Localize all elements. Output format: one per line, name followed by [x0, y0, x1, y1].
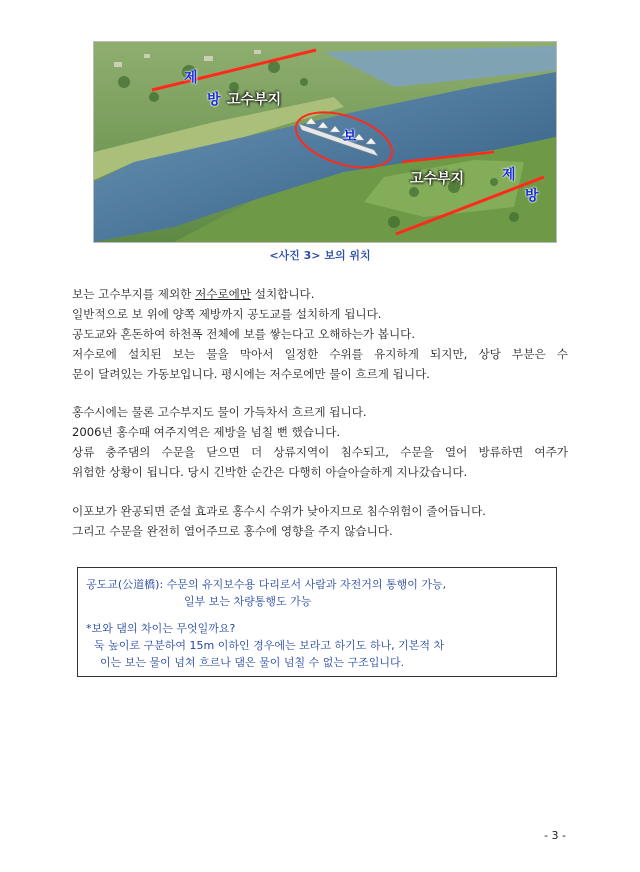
paragraph-ipo-weir [72, 501, 568, 541]
text-line: 상류 충주댐의 수문을 닫으면 더 상류지역이 침수되고, 수문을 열어 방류하면 여주가 [72, 445, 568, 459]
label-floodplain-left: 고수부지 [227, 92, 282, 108]
note-answer-continued: 이는 보는 물이 넘쳐 흐르나 댐은 물이 넘칠 수 없는 구조입니다. [100, 656, 405, 669]
text-line: 이포보가 완공되면 준설 효과로 홍수시 수위가 낮아지므로 침수위험이 줄어듭니다. [72, 504, 486, 518]
text-line: 그리고 수문을 완전히 열어주므로 홍수에 영향을 주지 않습니다. [72, 524, 393, 538]
aerial-river-illustration [94, 42, 556, 242]
label-levee-left-1: 제 [184, 70, 198, 86]
text-line: 문이 달려있는 가동보입니다. 평시에는 저수로에만 물이 흐르게 됩니다. [72, 367, 430, 381]
text-line: 저수로에 설치된 보는 물을 막아서 일정한 수위를 유지하게 되지만, 상당 부분은 수 [72, 347, 568, 361]
note-definition-continued: 일부 보는 차량통행도 가능 [184, 595, 312, 608]
label-levee-left-2: 방 [207, 92, 221, 108]
text-line: 공도교와 혼돈하여 하천폭 전체에 보를 쌓는다고 오해하는가 봅니다. [72, 327, 416, 341]
note-box [77, 567, 557, 677]
paragraph-weir-installation [72, 284, 568, 384]
weir-location-photo [93, 41, 557, 243]
label-weir: 보 [343, 129, 357, 145]
text-segment: 보는 고수부지를 제외한 [72, 287, 196, 301]
note-definition: 공도교(公道橋): 수문의 유지보수용 다리로서 사람과 자전거의 통행이 가능, [86, 578, 447, 591]
note-answer: 둑 높이로 구분하여 15m 이하인 경우에는 보라고 하기도 하나, 기본적 차 [94, 639, 445, 652]
text-line: 홍수시에는 물론 고수부지도 물이 가득차서 흐르게 됩니다. [72, 405, 367, 419]
text-line: 2006년 홍수때 여주지역은 제방을 넘칠 뻔 했습니다. [72, 425, 341, 439]
text-line [72, 284, 568, 304]
label-floodplain-right: 고수부지 [410, 171, 465, 187]
underlined-text: 저수로에만 [195, 287, 252, 301]
label-levee-right-1: 제 [502, 167, 516, 183]
paragraph-flood [72, 402, 568, 482]
text-line: 위험한 상황이 됩니다. 당시 긴박한 순간은 다행히 아슬아슬하게 지나갔습니다. [72, 465, 468, 479]
label-levee-right-2: 방 [525, 188, 539, 204]
text-segment: 설치합니다. [251, 287, 315, 301]
photo-caption: <사진 3> 보의 위치 [269, 249, 371, 262]
page-number: - 3 - [544, 829, 566, 842]
text-line: 일반적으로 보 위에 양쪽 제방까지 공도교를 설치하게 됩니다. [72, 307, 382, 321]
note-question: *보와 댐의 차이는 무엇일까요? [86, 622, 236, 635]
